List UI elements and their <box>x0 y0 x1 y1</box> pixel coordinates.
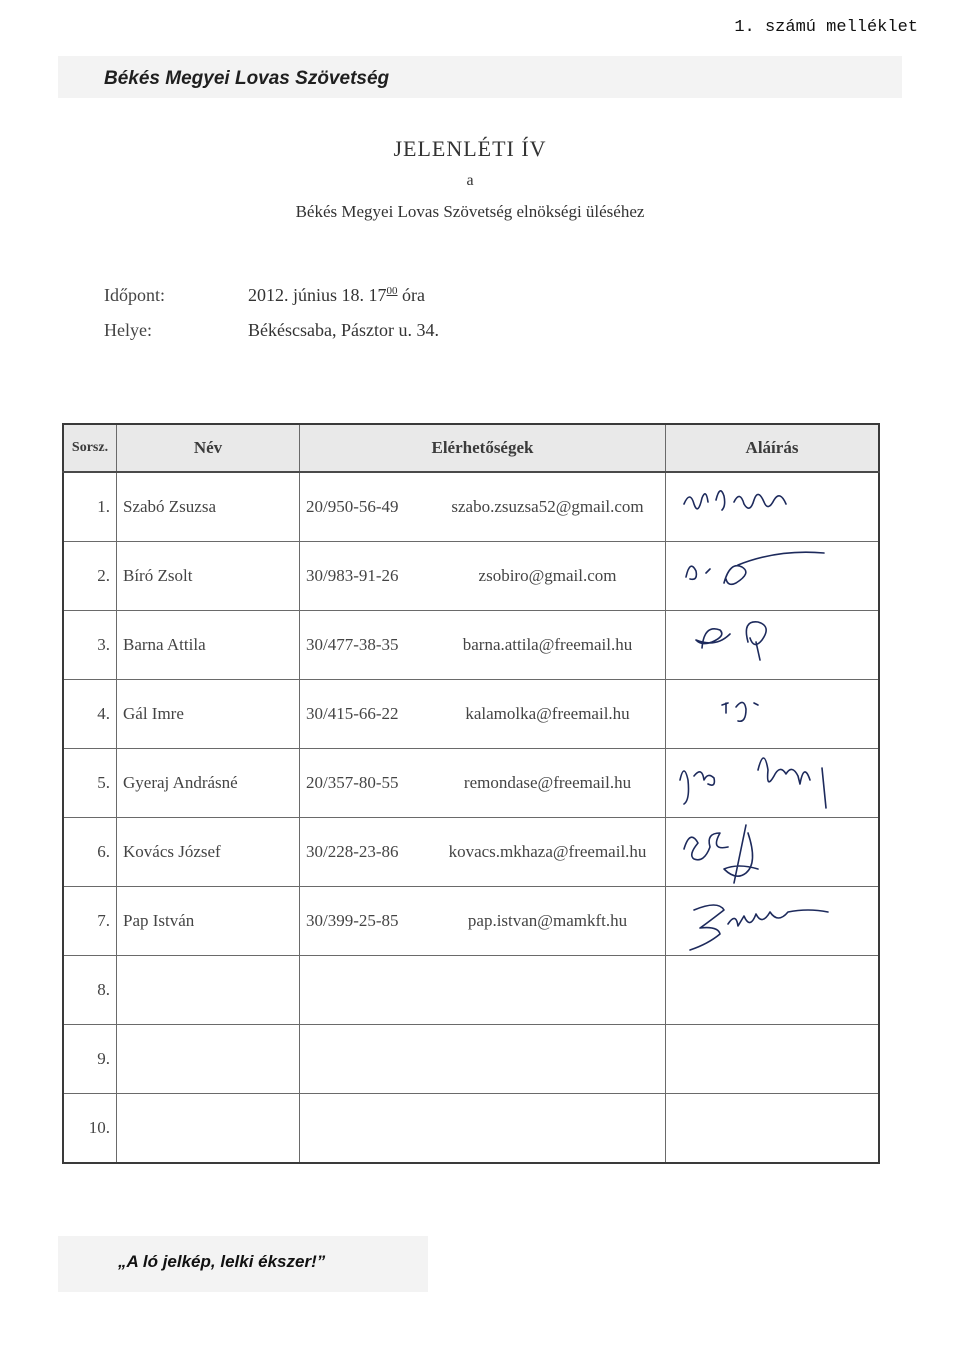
table-row <box>63 887 879 956</box>
row-phone: 30/477-38-35 <box>300 611 431 680</box>
signature-stroke <box>686 552 824 584</box>
meeting-time-value <box>248 285 425 306</box>
row-name <box>117 1094 300 1164</box>
organization-band <box>58 56 902 98</box>
header-number: Sorsz. <box>63 424 117 472</box>
handwritten-signature <box>672 681 872 747</box>
row-name: Kovács József <box>117 818 300 887</box>
row-name: Pap István <box>117 887 300 956</box>
document-title: JELENLÉTI ÍV <box>393 136 547 161</box>
row-phone: 20/950-56-49 <box>300 472 431 542</box>
row-signature <box>666 749 880 818</box>
row-email: kovacs.mkhaza@freemail.hu <box>430 818 666 887</box>
meeting-time-unit: óra <box>402 285 425 305</box>
motto: „A ló jelkép, lelki ékszer!” <box>118 1252 326 1271</box>
row-name: Bíró Zsolt <box>117 542 300 611</box>
attendance-table <box>62 423 880 1164</box>
row-name: Szabó Zsuzsa <box>117 472 300 542</box>
organization-name: Békés Megyei Lovas Szövetség <box>104 68 390 89</box>
row-number: 5. <box>63 749 117 818</box>
row-number: 4. <box>63 680 117 749</box>
row-number: 6. <box>63 818 117 887</box>
row-number: 3. <box>63 611 117 680</box>
row-number: 1. <box>63 472 117 542</box>
row-name: Barna Attila <box>117 611 300 680</box>
table-row <box>63 542 879 611</box>
meeting-time-minutes: 00 <box>386 285 398 297</box>
row-number: 8. <box>63 956 117 1025</box>
table-row <box>63 611 879 680</box>
meeting-place-value: Békéscsaba, Pásztor u. 34. <box>248 320 439 340</box>
row-email: pap.istvan@mamkft.hu <box>430 887 666 956</box>
motto-band <box>58 1236 428 1292</box>
row-email <box>430 1094 666 1164</box>
row-phone: 30/228-23-86 <box>300 818 431 887</box>
header-name: Név <box>117 424 300 472</box>
table-row <box>63 749 879 818</box>
table-row <box>63 1025 879 1094</box>
row-email: szabo.zsuzsa52@gmail.com <box>430 472 666 542</box>
meeting-time-date: 2012. június 18. 17 <box>248 285 387 305</box>
row-signature <box>666 1025 880 1094</box>
row-email: barna.attila@freemail.hu <box>430 611 666 680</box>
table-row <box>63 1094 879 1164</box>
table-row <box>63 472 879 542</box>
row-email: remondase@freemail.hu <box>430 749 666 818</box>
signature-stroke <box>696 622 766 660</box>
row-email <box>430 1025 666 1094</box>
row-number: 10. <box>63 1094 117 1164</box>
row-signature <box>666 680 880 749</box>
row-phone: 30/399-25-85 <box>300 887 431 956</box>
header-contact: Elérhetőségek <box>300 424 666 472</box>
handwritten-signature <box>672 888 872 954</box>
signature-stroke <box>684 491 786 510</box>
header-signature: Aláírás <box>666 424 880 472</box>
handwritten-signature <box>672 474 872 540</box>
signature-stroke <box>684 825 758 883</box>
row-phone <box>300 1025 431 1094</box>
table-row <box>63 680 879 749</box>
row-number: 2. <box>63 542 117 611</box>
meeting-time-label: Időpont: <box>104 285 165 305</box>
handwritten-signature <box>672 612 872 678</box>
table-header-row <box>63 424 879 472</box>
meeting-place-label: Helye: <box>104 320 152 340</box>
row-phone: 30/415-66-22 <box>300 680 431 749</box>
document-subtitle: Békés Megyei Lovas Szövetség elnökségi üléséhez <box>295 202 645 221</box>
row-signature <box>666 956 880 1025</box>
row-email <box>430 956 666 1025</box>
row-phone <box>300 1094 431 1164</box>
row-email: zsobiro@gmail.com <box>430 542 666 611</box>
row-phone <box>300 956 431 1025</box>
annex-label: 1. számú melléklet <box>734 18 918 37</box>
table-row <box>63 818 879 887</box>
row-signature <box>666 1094 880 1164</box>
row-phone: 20/357-80-55 <box>300 749 431 818</box>
table-row <box>63 956 879 1025</box>
signature-stroke <box>680 758 826 808</box>
handwritten-signature <box>672 543 872 609</box>
row-name <box>117 956 300 1025</box>
row-name: Gyeraj Andrásné <box>117 749 300 818</box>
row-number: 9. <box>63 1025 117 1094</box>
signature-stroke <box>690 905 828 950</box>
row-number: 7. <box>63 887 117 956</box>
row-signature <box>666 611 880 680</box>
row-email: kalamolka@freemail.hu <box>430 680 666 749</box>
title-connector: a <box>466 172 474 189</box>
row-name <box>117 1025 300 1094</box>
handwritten-signature <box>672 750 872 816</box>
row-signature <box>666 542 880 611</box>
signature-stroke <box>722 702 758 721</box>
row-signature <box>666 818 880 887</box>
row-phone: 30/983-91-26 <box>300 542 431 611</box>
handwritten-signature <box>672 819 872 885</box>
row-name: Gál Imre <box>117 680 300 749</box>
row-signature <box>666 472 880 542</box>
row-signature <box>666 887 880 956</box>
